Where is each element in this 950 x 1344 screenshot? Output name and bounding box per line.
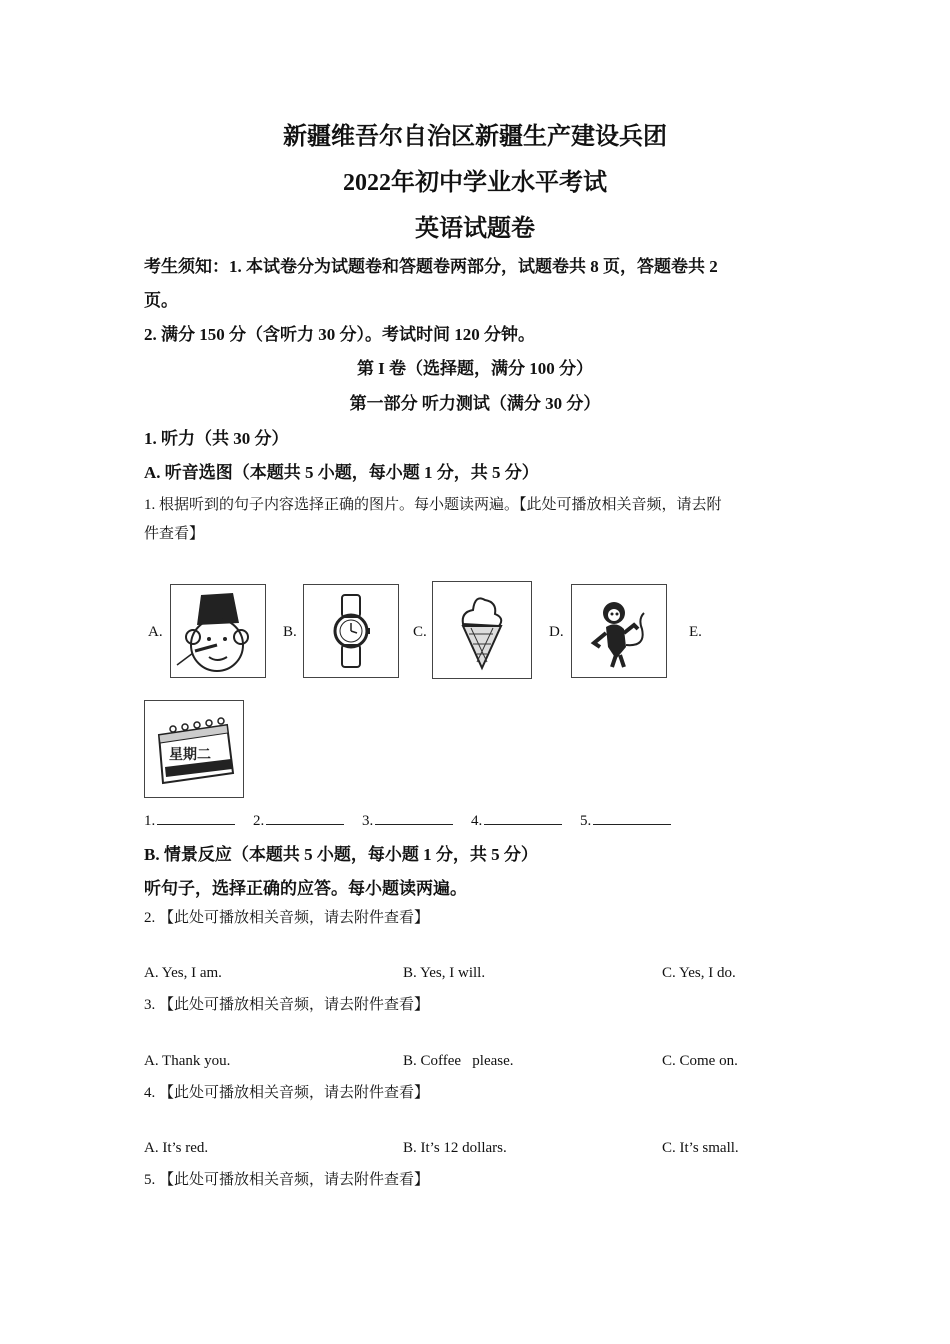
part1-heading: 第一部分 听力测试（满分 30 分） <box>349 394 601 413</box>
answer-blank-1[interactable] <box>157 810 235 825</box>
question-4-stem: 4. 【此处可播放相关音频，请去附件查看】 <box>144 1085 430 1101</box>
volume-heading: 第 I 卷（选择题，满分 100 分） <box>356 359 594 378</box>
exam-title-subject: 英语试题卷 <box>415 216 535 242</box>
listening-heading: 1. 听力（共 30 分） <box>144 429 289 448</box>
monkey-icon <box>571 584 667 678</box>
section-a-heading: A. 听音选图（本题共 5 小题，每小题 1 分，共 5 分） <box>144 463 539 482</box>
answer-blank-2[interactable] <box>266 810 344 825</box>
question-3-option-c[interactable]: C. Come on. <box>662 1053 738 1069</box>
notice-line-2: 2. 满分 150 分（含听力 30 分）。考试时间 120 分钟。 <box>144 325 535 344</box>
answer-blanks-row <box>144 810 685 830</box>
calendar-icon <box>144 700 244 798</box>
question-1-instruction: 1. 根据听到的句子内容选择正确的图片。每小题读两遍。【此处可播放相关音频，请去附 <box>144 497 722 513</box>
question-4-option-a[interactable]: A. It’s red. <box>144 1140 209 1156</box>
answer-blank-5[interactable] <box>593 810 671 825</box>
snowman-icon <box>170 584 266 678</box>
watch-icon <box>303 584 399 678</box>
blank-label-3: 3. <box>362 813 374 829</box>
question-2-stem: 2. 【此处可播放相关音频，请去附件查看】 <box>144 910 430 926</box>
blank-label-2: 2. <box>253 813 265 829</box>
section-b-instruction: 听句子，选择正确的应答。每小题读两遍。 <box>144 879 467 898</box>
question-2-option-b[interactable]: B. Yes, I will. <box>403 965 486 981</box>
question-5-stem: 5. 【此处可播放相关音频，请去附件查看】 <box>144 1172 430 1188</box>
blank-label-1: 1. <box>144 813 156 829</box>
picture-letter-d: D. <box>549 624 564 640</box>
notice-line-1b: 页。 <box>144 291 178 310</box>
question-3-option-a[interactable]: A. Thank you. <box>144 1053 231 1069</box>
question-1-instruction-cont: 件查看】 <box>144 526 205 542</box>
question-3-option-b[interactable]: B. Coffee please. <box>403 1053 514 1069</box>
question-4-option-b[interactable]: B. It’s 12 dollars. <box>403 1140 507 1156</box>
answer-blank-3[interactable] <box>375 810 453 825</box>
notice-line-1: 考生须知：1. 本试卷分为试题卷和答题卷两部分，试题卷共 8 页，答题卷共 2 <box>144 257 718 276</box>
picture-letter-e: E. <box>689 624 702 640</box>
exam-title-region: 新疆维吾尔自治区新疆生产建设兵团 <box>283 124 667 150</box>
ice-cream-icon <box>432 581 532 679</box>
section-b-heading: B. 情景反应（本题共 5 小题，每小题 1 分，共 5 分） <box>144 845 538 864</box>
question-4-option-c[interactable]: C. It’s small. <box>662 1140 739 1156</box>
question-3-stem: 3. 【此处可播放相关音频，请去附件查看】 <box>144 997 430 1013</box>
question-2-option-c[interactable]: C. Yes, I do. <box>662 965 736 981</box>
blank-label-5: 5. <box>580 813 592 829</box>
picture-letter-b: B. <box>283 624 297 640</box>
blank-label-4: 4. <box>471 813 483 829</box>
picture-letter-a: A. <box>148 624 163 640</box>
exam-title-year: 2022年初中学业水平考试 <box>343 170 607 196</box>
answer-blank-4[interactable] <box>484 810 562 825</box>
question-2-option-a[interactable]: A. Yes, I am. <box>144 965 222 981</box>
picture-letter-c: C. <box>413 624 427 640</box>
calendar-day-label: 星期二 <box>169 748 211 763</box>
